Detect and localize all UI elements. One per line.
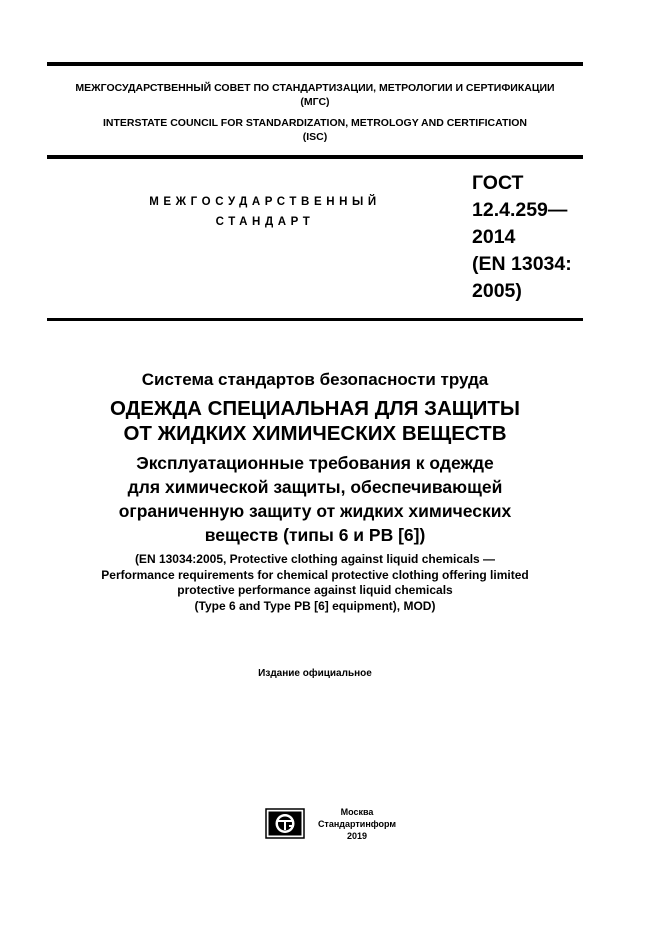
main-title xyxy=(47,396,583,446)
designation-line: 12.4.259— xyxy=(472,199,568,221)
publisher-name: Стандартинформ xyxy=(317,819,397,829)
subtitle-line: веществ (типы 6 и PB [6]) xyxy=(204,525,426,545)
subtitle-line: Эксплуатационные требования к одежде xyxy=(136,453,494,473)
main-title-line: ОТ ЖИДКИХ ХИМИЧЕСКИХ ВЕЩЕСТВ xyxy=(123,422,507,445)
subtitle-line: для химической защиты, обеспечивающей xyxy=(127,477,503,497)
standard-designation xyxy=(472,170,572,305)
main-title-line: ОДЕЖДА СПЕЦИАЛЬНАЯ ДЛЯ ЗАЩИТЫ xyxy=(110,397,520,420)
council-abbr-ru: (МГС) xyxy=(300,96,330,108)
english-title xyxy=(47,552,583,614)
designation-line: 2005) xyxy=(472,280,522,302)
bottom-rule xyxy=(47,318,583,321)
document-title xyxy=(47,368,583,614)
subtitle xyxy=(47,451,583,547)
council-abbr-en: (ISC) xyxy=(302,131,328,143)
edition-label: Издание официальное xyxy=(258,668,372,679)
designation-line: (EN 13034: xyxy=(472,253,572,275)
designation-line: 2014 xyxy=(472,226,516,248)
publisher-city: Москва xyxy=(340,807,374,817)
standard-kind-line: СТАНДАРТ xyxy=(215,216,315,228)
english-title-line: protective performance against liquid chemicals xyxy=(177,583,453,597)
english-title-line: (Type 6 and Type PB [6] equipment), MOD) xyxy=(194,598,436,613)
english-title-line: Performance requirements for chemical protective clothing offering limited xyxy=(101,567,529,582)
top-rule xyxy=(47,62,583,66)
publisher-year: 2019 xyxy=(346,831,368,841)
middle-rule xyxy=(47,155,583,159)
subtitle-line: ограниченную защиту от жидких химических xyxy=(118,501,512,521)
standard-kind xyxy=(120,192,410,232)
publisher-imprint xyxy=(313,806,401,842)
designation-line: ГОСТ xyxy=(472,172,524,194)
council-name-ru xyxy=(47,81,583,109)
english-title-line: (EN 13034:2005, Protective clothing against liquid chemicals — xyxy=(134,552,496,566)
standartinform-logo xyxy=(265,808,305,839)
standard-kind-line: МЕЖГОСУДАРСТВЕННЫЙ xyxy=(149,196,381,208)
series-title: Система стандартов безопасности труда xyxy=(141,370,489,389)
council-name-en-line: INTERSTATE COUNCIL FOR STANDARDIZATION, METROLOGY AND CERTIFICATION xyxy=(102,117,528,129)
council-name-ru-line: МЕЖГОСУДАРСТВЕННЫЙ СОВЕТ ПО СТАНДАРТИЗАЦИИ, МЕТРОЛОГИИ И СЕРТИФИКАЦИИ xyxy=(75,82,555,94)
council-name-en xyxy=(47,116,583,144)
